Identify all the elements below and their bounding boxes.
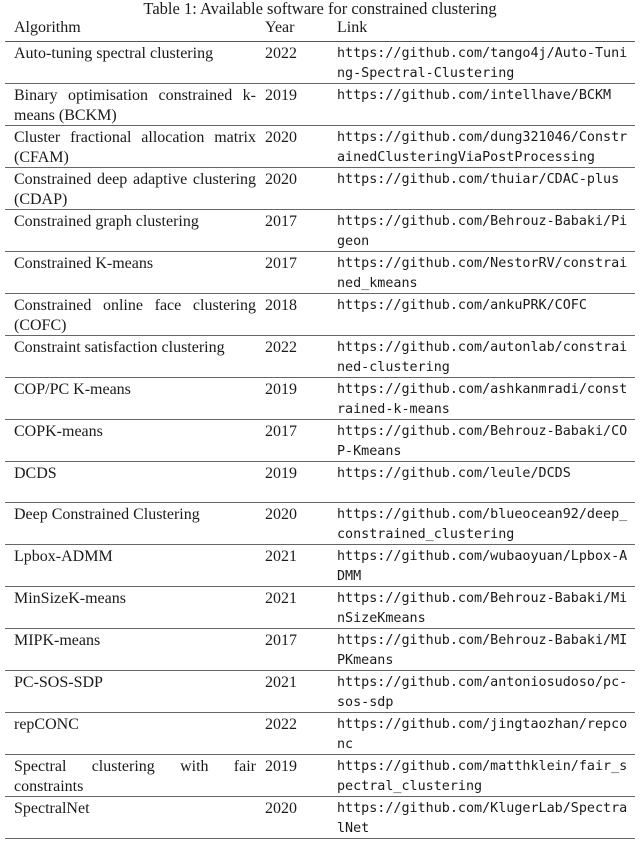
- repository-link[interactable]: https://github.com/wubaoyuan/Lpbox-ADMM: [328, 545, 635, 587]
- table-row: [5, 462, 635, 503]
- algorithm-cell: Constrained deep adaptive clustering (CDAP): [5, 168, 256, 210]
- year-cell: 2017: [256, 629, 328, 671]
- year-cell: 2022: [256, 713, 328, 755]
- table-row: [5, 420, 635, 462]
- year-cell: 2021: [256, 545, 328, 587]
- year-cell: 2022: [256, 336, 328, 378]
- algorithm-cell: MIPK-means: [5, 629, 256, 671]
- algorithm-cell: Auto-tuning spectral clustering: [5, 42, 256, 84]
- repository-link[interactable]: https://github.com/ankuPRK/COFC: [328, 294, 635, 336]
- repository-link[interactable]: https://github.com/leule/DCDS: [328, 462, 635, 503]
- algorithm-cell: PC-SOS-SDP: [5, 671, 256, 713]
- table-row: [5, 210, 635, 252]
- algorithm-cell: MinSizeK-means: [5, 587, 256, 629]
- header-link: Link: [328, 18, 635, 42]
- table-row: [5, 587, 635, 629]
- algorithm-cell: Spectral clustering with fair constraints: [5, 755, 256, 797]
- table-row: [5, 252, 635, 294]
- repository-link[interactable]: https://github.com/matthklein/fair_spectral_clustering: [328, 755, 635, 797]
- software-table: [5, 18, 635, 839]
- table-row: [5, 168, 635, 210]
- algorithm-cell: Cluster fractional allocation matrix (CFAM): [5, 126, 256, 168]
- table-row: [5, 126, 635, 168]
- repository-link[interactable]: https://github.com/antoniosudoso/pc-sos-sdp: [328, 671, 635, 713]
- algorithm-cell: Constrained K-means: [5, 252, 256, 294]
- repository-link[interactable]: https://github.com/Behrouz-Babaki/COP-Kmeans: [328, 420, 635, 462]
- algorithm-cell: SpectralNet: [5, 797, 256, 839]
- repository-link[interactable]: https://github.com/dung321046/ConstrainedClusteringViaPostProcessing: [328, 126, 635, 168]
- year-cell: 2018: [256, 294, 328, 336]
- algorithm-cell: COP/PC K-means: [5, 378, 256, 420]
- table-row: [5, 294, 635, 336]
- repository-link[interactable]: https://github.com/Behrouz-Babaki/MinSizeKmeans: [328, 587, 635, 629]
- algorithm-cell: repCONC: [5, 713, 256, 755]
- table-caption: Table 1: Available software for constrained clustering: [143, 0, 497, 18]
- header-year: Year: [256, 18, 328, 42]
- year-cell: 2020: [256, 126, 328, 168]
- repository-link[interactable]: https://github.com/NestorRV/constrained_kmeans: [328, 252, 635, 294]
- table-row: [5, 713, 635, 755]
- year-cell: 2017: [256, 210, 328, 252]
- header-algorithm: Algorithm: [5, 18, 256, 42]
- repository-link[interactable]: https://github.com/thuiar/CDAC-plus: [328, 168, 635, 210]
- repository-link[interactable]: https://github.com/blueocean92/deep_constrained_clustering: [328, 503, 635, 545]
- table-header-row: [5, 18, 635, 42]
- repository-link[interactable]: https://github.com/Behrouz-Babaki/Pigeon: [328, 210, 635, 252]
- table-row: [5, 671, 635, 713]
- table-row: [5, 545, 635, 587]
- algorithm-cell: Lpbox-ADMM: [5, 545, 256, 587]
- repository-link[interactable]: https://github.com/Behrouz-Babaki/MIPKmeans: [328, 629, 635, 671]
- year-cell: 2017: [256, 420, 328, 462]
- algorithm-cell: Constrained graph clustering: [5, 210, 256, 252]
- repository-link[interactable]: https://github.com/autonlab/constrained-clustering: [328, 336, 635, 378]
- year-cell: 2021: [256, 587, 328, 629]
- algorithm-cell: DCDS: [5, 462, 256, 503]
- year-cell: 2021: [256, 671, 328, 713]
- year-cell: 2019: [256, 462, 328, 503]
- algorithm-cell: Constraint satisfaction clustering: [5, 336, 256, 378]
- table-row: [5, 336, 635, 378]
- repository-link[interactable]: https://github.com/tango4j/Auto-Tuning-Spectral-Clustering: [328, 42, 635, 84]
- table-row: [5, 629, 635, 671]
- algorithm-cell: Deep Constrained Clustering: [5, 503, 256, 545]
- year-cell: 2020: [256, 168, 328, 210]
- table-body: [5, 42, 635, 839]
- year-cell: 2019: [256, 84, 328, 126]
- year-cell: 2019: [256, 755, 328, 797]
- year-cell: 2020: [256, 797, 328, 839]
- algorithm-cell: Constrained online face clustering (COFC): [5, 294, 256, 336]
- algorithm-cell: Binary optimisation constrained k-means (BCKM): [5, 84, 256, 126]
- table-row: [5, 755, 635, 797]
- repository-link[interactable]: https://github.com/jingtaozhan/repconc: [328, 713, 635, 755]
- repository-link[interactable]: https://github.com/intellhave/BCKM: [328, 84, 635, 126]
- year-cell: 2019: [256, 378, 328, 420]
- table-row: [5, 42, 635, 84]
- table-row: [5, 503, 635, 545]
- repository-link[interactable]: https://github.com/ashkanmradi/constrained-k-means: [328, 378, 635, 420]
- table-row: [5, 797, 635, 839]
- algorithm-cell: COPK-means: [5, 420, 256, 462]
- year-cell: 2017: [256, 252, 328, 294]
- table-row: [5, 378, 635, 420]
- year-cell: 2020: [256, 503, 328, 545]
- year-cell: 2022: [256, 42, 328, 84]
- repository-link[interactable]: https://github.com/KlugerLab/SpectralNet: [328, 797, 635, 839]
- table-row: [5, 84, 635, 126]
